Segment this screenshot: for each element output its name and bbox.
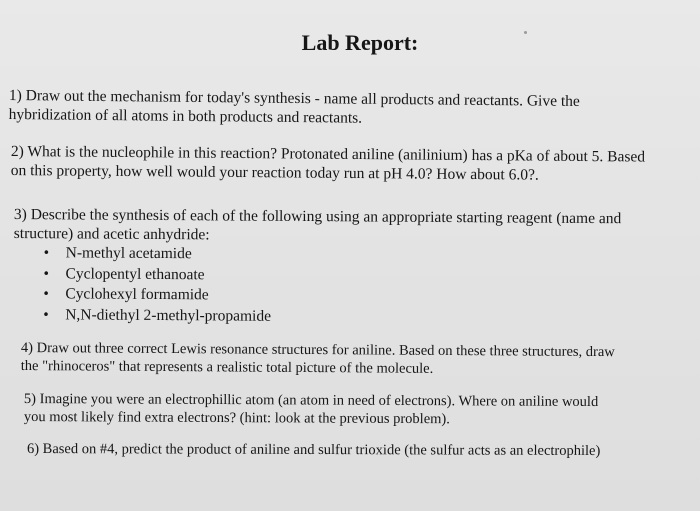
bullet-icon: • xyxy=(43,285,49,303)
compound-name: Cyclohexyl formamide xyxy=(65,285,209,304)
question-1 xyxy=(9,86,669,131)
question-2-line-2: on this property, how well would your reaction today run at pH 4.0? How about 6.0?. xyxy=(10,161,539,184)
question-6-line-1: 6) Based on #4, predict the product of aniline and sulfur trioxide (the sulfur acts as an electrophile) xyxy=(26,441,601,460)
question-4-line-1: 4) Draw out three correct Lewis resonance structures for aniline. Based on these three structures, draw xyxy=(20,339,615,361)
question-3 xyxy=(13,205,684,330)
compound-list xyxy=(13,243,684,330)
question-4 xyxy=(21,339,686,380)
list-item xyxy=(43,305,683,330)
question-1-line-1: 1) Draw out the mechanism for today's synthesis - name all products and reactants. Give the xyxy=(8,86,580,110)
compound-name: N-methyl acetamide xyxy=(65,244,192,263)
question-4-line-2: the "rhinoceros" that represents a realistic total picture of the molecule. xyxy=(20,357,434,377)
bullet-icon: • xyxy=(43,244,50,262)
question-3-line-1: 3) Describe the synthesis of each of the following using an appropriate starting reagent (name and xyxy=(13,205,622,228)
bullet-icon: • xyxy=(43,305,49,323)
compound-name: N,N-diethyl 2-methyl-propamide xyxy=(65,305,272,325)
question-5-line-1: 5) Imagine you were an electrophillic atom (an atom in need of electrons). Where on aniline would xyxy=(23,391,599,411)
question-3-line-2: structure) and acetic anhydride: xyxy=(13,224,210,244)
page-title: Lab Report: xyxy=(301,30,419,55)
question-1-line-2: hybridization of all atoms in both products and reactants. xyxy=(8,105,363,127)
question-5-line-2: you most likely find extra electrons? (hint: look at the previous problem). xyxy=(23,408,450,428)
question-5 xyxy=(24,390,664,429)
compound-name: Cyclopentyl ethanoate xyxy=(65,264,205,283)
question-2 xyxy=(11,142,691,186)
bullet-icon: • xyxy=(43,264,50,282)
paper-speck xyxy=(524,31,527,34)
question-6 xyxy=(27,440,667,460)
question-2-line-1: 2) What is the nucleophile in this reaction? Protonated aniline (anilinium) has a pKa of about 5. Based xyxy=(10,142,646,166)
